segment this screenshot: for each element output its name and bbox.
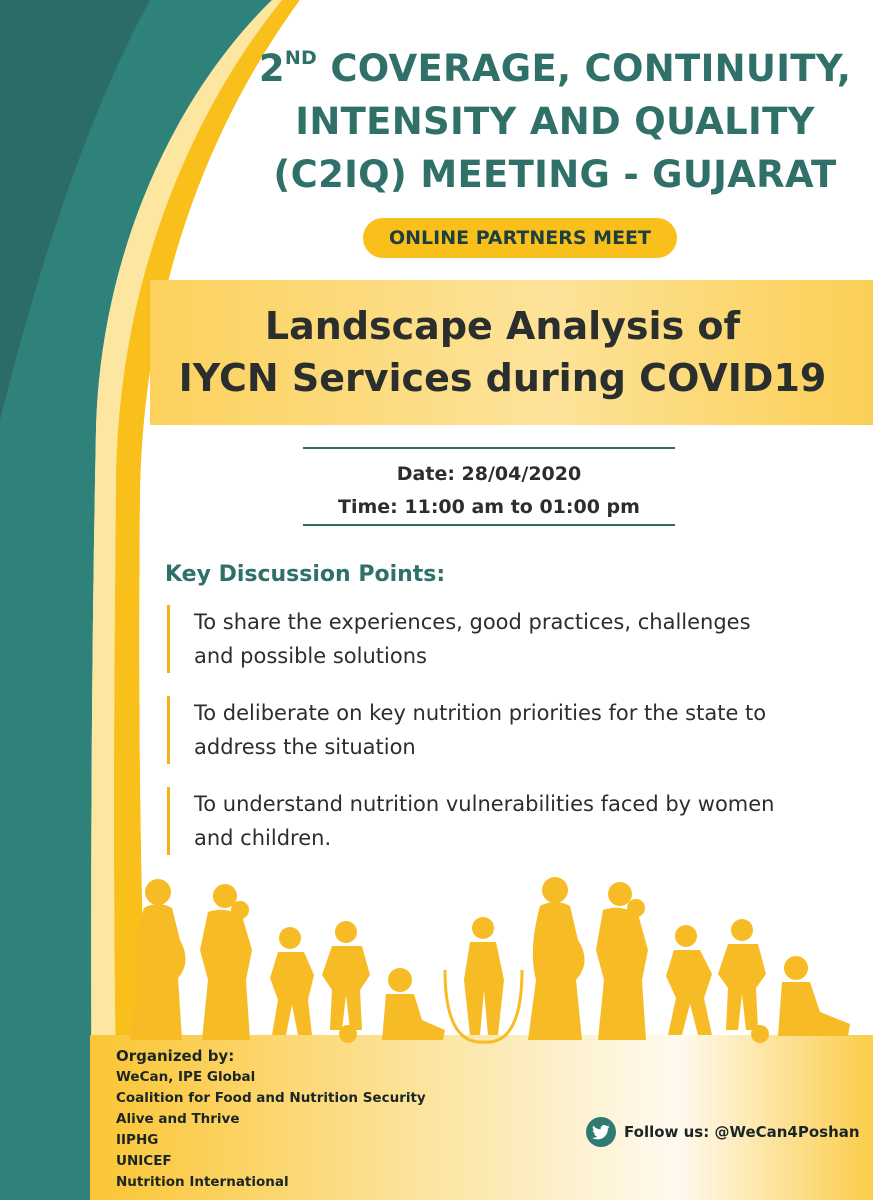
twitter-bird-icon[interactable]: [586, 1117, 616, 1147]
banner-heading: [160, 300, 845, 404]
organizer-item: Nutrition International: [116, 1174, 289, 1190]
boy-silhouette: [718, 919, 769, 1043]
title-line-3: (C2IQ) MEETING - GUJARAT: [273, 153, 837, 196]
organizers-block: [116, 1046, 426, 1193]
running-girl-silhouette: [666, 925, 712, 1035]
follow-us-handle[interactable]: Follow us: @WeCan4Poshan: [624, 1123, 860, 1141]
meeting-title: [255, 42, 855, 201]
meeting-date: Date: 28/04/2020: [396, 463, 582, 485]
title-line-2: INTENSITY AND QUALITY: [295, 100, 815, 143]
key-discussion-heading: Key Discussion Points:: [165, 562, 446, 587]
woman-with-child-silhouette: [596, 882, 648, 1040]
organizer-item: Alive and Thrive: [116, 1111, 240, 1127]
boy-skipping-rope-silhouette: [445, 917, 522, 1042]
title-ordinal-suffix: ND: [284, 47, 318, 69]
woman-with-child-silhouette: [200, 884, 252, 1040]
point-line-2: address the situation: [194, 735, 416, 759]
organizers-heading: Organized by:: [116, 1047, 235, 1065]
organizer-item: UNICEF: [116, 1153, 172, 1169]
schedule-block: [303, 458, 675, 524]
sitting-girl-silhouette: [382, 968, 445, 1040]
women-children-silhouettes-illustration: [100, 870, 873, 1050]
title-line-1: [255, 42, 855, 95]
top-divider: [303, 447, 675, 449]
banner-line-2: IYCN Services during COVID19: [178, 356, 827, 400]
point-line-2: and possible solutions: [194, 644, 427, 668]
follow-us[interactable]: [586, 1117, 860, 1147]
organizer-item: WeCan, IPE Global: [116, 1069, 256, 1085]
child-silhouette: [270, 927, 314, 1035]
meeting-time: Time: 11:00 am to 01:00 pm: [338, 496, 640, 518]
point-line-2: and children.: [194, 826, 332, 850]
point-line-1: To deliberate on key nutrition priorities for the state to: [194, 701, 767, 725]
discussion-point: [167, 605, 854, 673]
sitting-child-silhouette: [778, 956, 850, 1036]
banner-line-1: Landscape Analysis of: [264, 304, 741, 348]
point-line-1: To understand nutrition vulnerabilities faced by women: [194, 792, 775, 816]
discussion-point: [167, 787, 854, 855]
pregnant-woman-silhouette: [528, 877, 585, 1040]
online-partners-meet-badge: ONLINE PARTNERS MEET: [363, 218, 677, 258]
organizer-item: IIPHG: [116, 1132, 159, 1148]
boy-silhouette: [322, 921, 370, 1043]
point-line-1: To share the experiences, good practices, challenges: [194, 610, 751, 634]
organizer-item: Coalition for Food and Nutrition Security: [116, 1090, 426, 1106]
pregnant-woman-silhouette: [130, 879, 186, 1040]
title-ordinal-number: 2: [258, 47, 285, 90]
discussion-point: [167, 696, 854, 764]
bottom-divider: [303, 524, 675, 526]
title-line-1-text: COVERAGE, CONTINUITY,: [317, 47, 852, 90]
